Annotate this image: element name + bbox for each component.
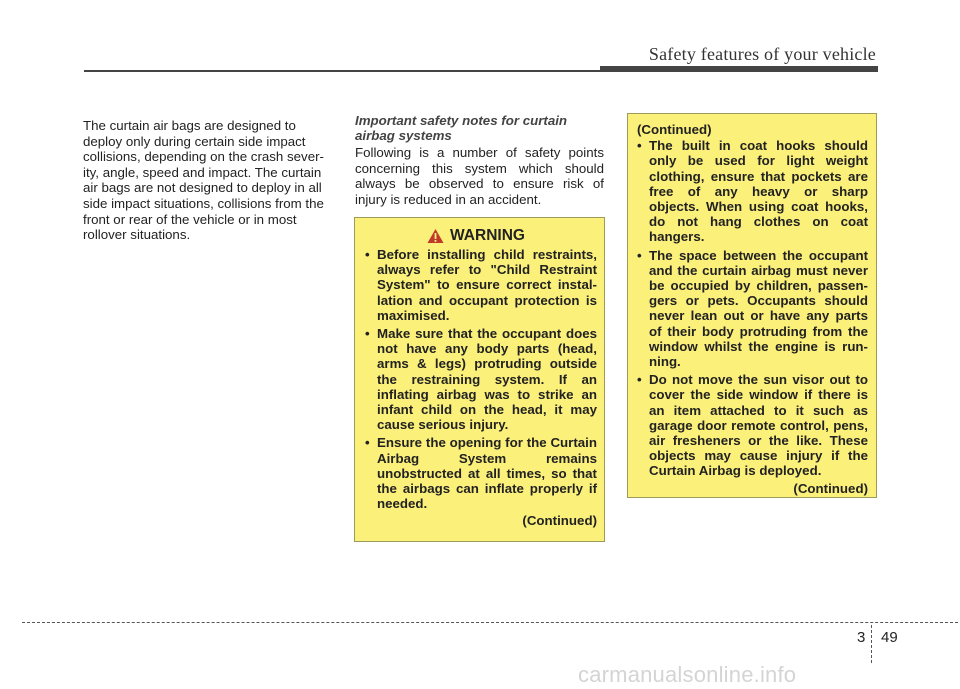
continued-warning-box [627,113,877,498]
warning-item: • The built in coat hooks should only be used for light weight clothing, ensure that pockets are free of any heavy or sharp objects. When using coat hooks, do not hang clothes on coat hangers. [637,138,868,244]
section-subheading: Important safety notes for curtain airbag systems [355,113,568,143]
continued-label-top: (Continued) [637,122,712,137]
intro-line: side impact situations, collisions from the [83,195,324,211]
warning-title: WARNING [450,227,525,245]
intro-line: deploy only during certain side impact [83,133,306,149]
page-number-divider [871,625,872,663]
header-rule-accent [600,66,878,72]
section-number: 3 [857,629,866,646]
safety-notes-section [355,113,604,207]
warning-item: • Before installing child restraints, always refer to "Child Restraint System" to ensure correct instal-lation and occupant protection is maximised. [365,247,597,323]
warning-box [354,217,605,542]
intro-line: The curtain air bags are designed to [83,118,296,133]
intro-line: rollover situations. [83,227,191,243]
continued-label-bottom: (Continued) [793,480,868,496]
warning-item: • Ensure the opening for the Curtain Airbag System remains unobstructed at all times, so that the airbags can inflate properly if needed. [365,435,597,511]
safety-notes-paragraph: Following is a number of safety points concerning this system which should always be observed to ensure risk of injury is reduced in an accident. [355,145,604,207]
intro-line: ity, angle, speed and impact. The curtain [83,164,322,180]
warning-item: • The space between the occupant and the curtain airbag must never be occupied by children, passen-gers or pets. Occupants should never lean out or have any parts of their body protruding from the window whilst the engine is run-ning. [637,248,868,370]
warning-item: • Do not move the sun visor out to cover the side window if there is an item attached to it such as garage door remote control, pens, air fresheners or the like. These objects may cause injury if the Curtain Airbag is deployed. [637,372,868,478]
warning-list [365,247,597,511]
watermark: carmanualsonline.info [578,662,797,687]
footer-rule [22,622,958,623]
intro-line: air bags are not designed to deploy in all [83,180,322,196]
continued-label: (Continued) [522,513,597,529]
warning-header [355,228,597,244]
page-number: 49 [881,629,898,646]
intro-line: collisions, depending on the crash sever- [83,149,324,165]
section-header-title: Safety features of your vehicle [648,44,876,64]
warning-triangle-icon [427,228,444,244]
intro-line: front or rear of the vehicle or in most [83,211,297,227]
intro-paragraph [83,118,334,243]
warning-item: • Make sure that the occupant does not have any body parts (head, arms & legs) protruding outside the restraining system. If an inflating airbag was to strike an infant child on the head, it may cause serious injury. [365,326,597,432]
continued-warning-list [637,138,868,478]
